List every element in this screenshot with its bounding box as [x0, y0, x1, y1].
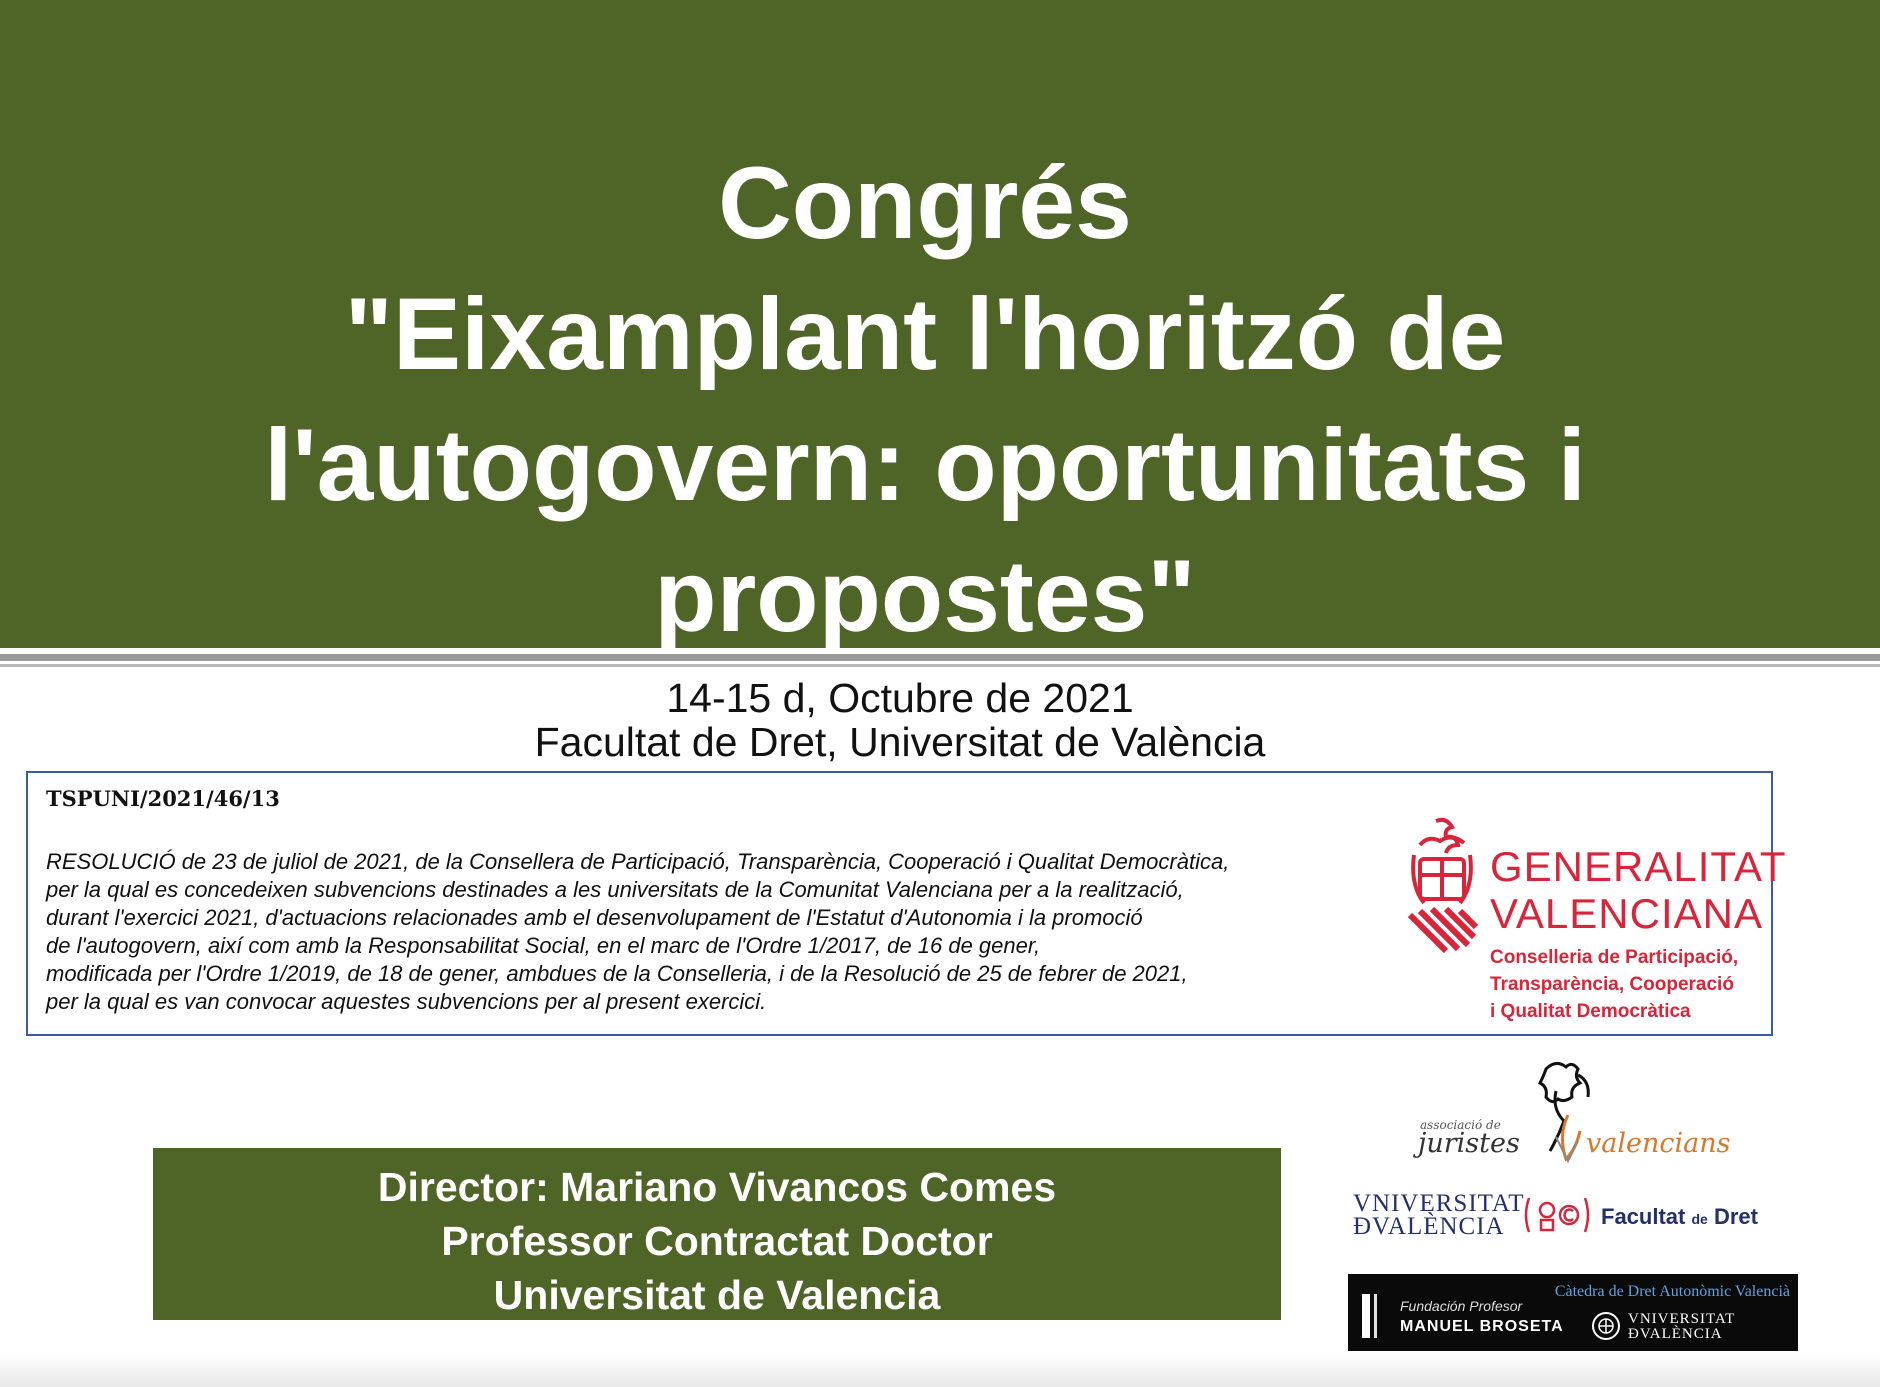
ajv-small-text: associació de — [1420, 1118, 1501, 1132]
facultat-dret-label — [1601, 1204, 1758, 1230]
catedra-uv-line: VNIVERSITAT — [1628, 1311, 1736, 1327]
event-info — [0, 676, 1800, 764]
title-banner — [0, 0, 1880, 653]
director-box — [153, 1148, 1281, 1320]
title-line: "Eixamplant l'horitzó de — [344, 277, 1506, 391]
broseta-bar-icon — [1374, 1294, 1377, 1338]
resolution-line: de l'autogovern, així com amb la Responsabilitat Social, en el marc de l'Ordre 1/2017, de 16 de gener, — [46, 933, 1041, 958]
director-line: Director: Mariano Vivancos Comes — [377, 1164, 1057, 1210]
catedra-logo — [1348, 1274, 1798, 1351]
catedra-uv-name — [1628, 1312, 1735, 1342]
resolution-line: modificada per l'Ordre 1/2019, de 18 de gener, ambdues de la Conselleria, i de la Resolució de 25 de febrer de 2021, — [46, 961, 1188, 986]
generalitat-name-line: VALENCIANA — [1490, 890, 1763, 937]
uv-seal-icon — [1590, 1310, 1622, 1342]
event-venue: Facultat de Dret, Universitat de València — [534, 719, 1266, 765]
conselleria-line: Transparència, Cooperació — [1490, 974, 1734, 995]
generalitat-name-line: GENERALITAT — [1490, 843, 1787, 890]
resolution-line: per la qual es van convocar aquestes subvencions per al present exercici. — [46, 989, 767, 1014]
title-line: l'autogovern: oportunitats i — [264, 408, 1586, 522]
resolution-code: TSPUNI/2021/46/13 — [46, 786, 280, 811]
resolution-text — [46, 848, 1376, 1016]
generalitat-logo — [1406, 815, 1787, 1030]
resolution-line: durant l'exercici 2021, d'actuacions relacionades amb el desenvolupament de l'Estatut d'Autonomia i la promoció — [46, 905, 1143, 930]
divider-thick — [0, 654, 1880, 661]
congress-title — [0, 138, 1850, 662]
director-line: Universitat de Valencia — [493, 1272, 941, 1318]
title-line: propostes" — [654, 539, 1196, 653]
generalitat-crest-icon — [1406, 815, 1478, 965]
conselleria-line: Conselleria de Participació, — [1490, 947, 1739, 968]
uv-faculty-logo — [1353, 1190, 1793, 1240]
broseta-bar-icon — [1362, 1294, 1370, 1338]
facultat-de-word: de — [1691, 1211, 1708, 1227]
uv-name — [1353, 1192, 1525, 1238]
bottom-edge — [0, 1352, 1880, 1387]
director-line: Professor Contractat Doctor — [441, 1218, 993, 1264]
generalitat-name — [1490, 843, 1787, 937]
dret-word: Dret — [1713, 1204, 1758, 1229]
uv-name-line: VNIVERSITAT — [1353, 1190, 1525, 1217]
ajv-valencians-text: valencians — [1586, 1128, 1731, 1159]
juristes-valencians-logo — [1418, 1055, 1738, 1175]
uv-seal-icon — [1521, 1194, 1593, 1236]
conselleria-name — [1490, 944, 1738, 1025]
ajv-juristes-text: juristes — [1418, 1128, 1520, 1159]
event-dates: 14-15 d, Octubre de 2021 — [666, 675, 1134, 721]
resolution-line: per la qual es concedeixen subvencions destinades a les universitats de la Comunitat Valenciana per a la realització, — [46, 877, 1184, 902]
fundacion-label: Fundación Profesor — [1400, 1298, 1523, 1314]
divider-thin — [0, 664, 1880, 667]
resolution-line: RESOLUCIÓ de 23 de juliol de 2021, de la Consellera de Participació, Transparència, Cooperació i Qualitat Democràtica, — [46, 849, 1230, 874]
conselleria-line: i Qualitat Democràtica — [1490, 1001, 1691, 1022]
catedra-uv-line: ĐVALÈNCIA — [1628, 1326, 1723, 1342]
uv-name-line: ĐVALÈNCIA — [1353, 1213, 1505, 1240]
catedra-title: Càtedra de Dret Autonòmic Valencià — [1554, 1283, 1790, 1300]
broseta-label: MANUEL BROSETA — [1400, 1318, 1564, 1335]
title-line: Congrés — [718, 146, 1132, 260]
facultat-word: Facultat — [1601, 1204, 1686, 1229]
resolution-box — [26, 771, 1787, 1036]
